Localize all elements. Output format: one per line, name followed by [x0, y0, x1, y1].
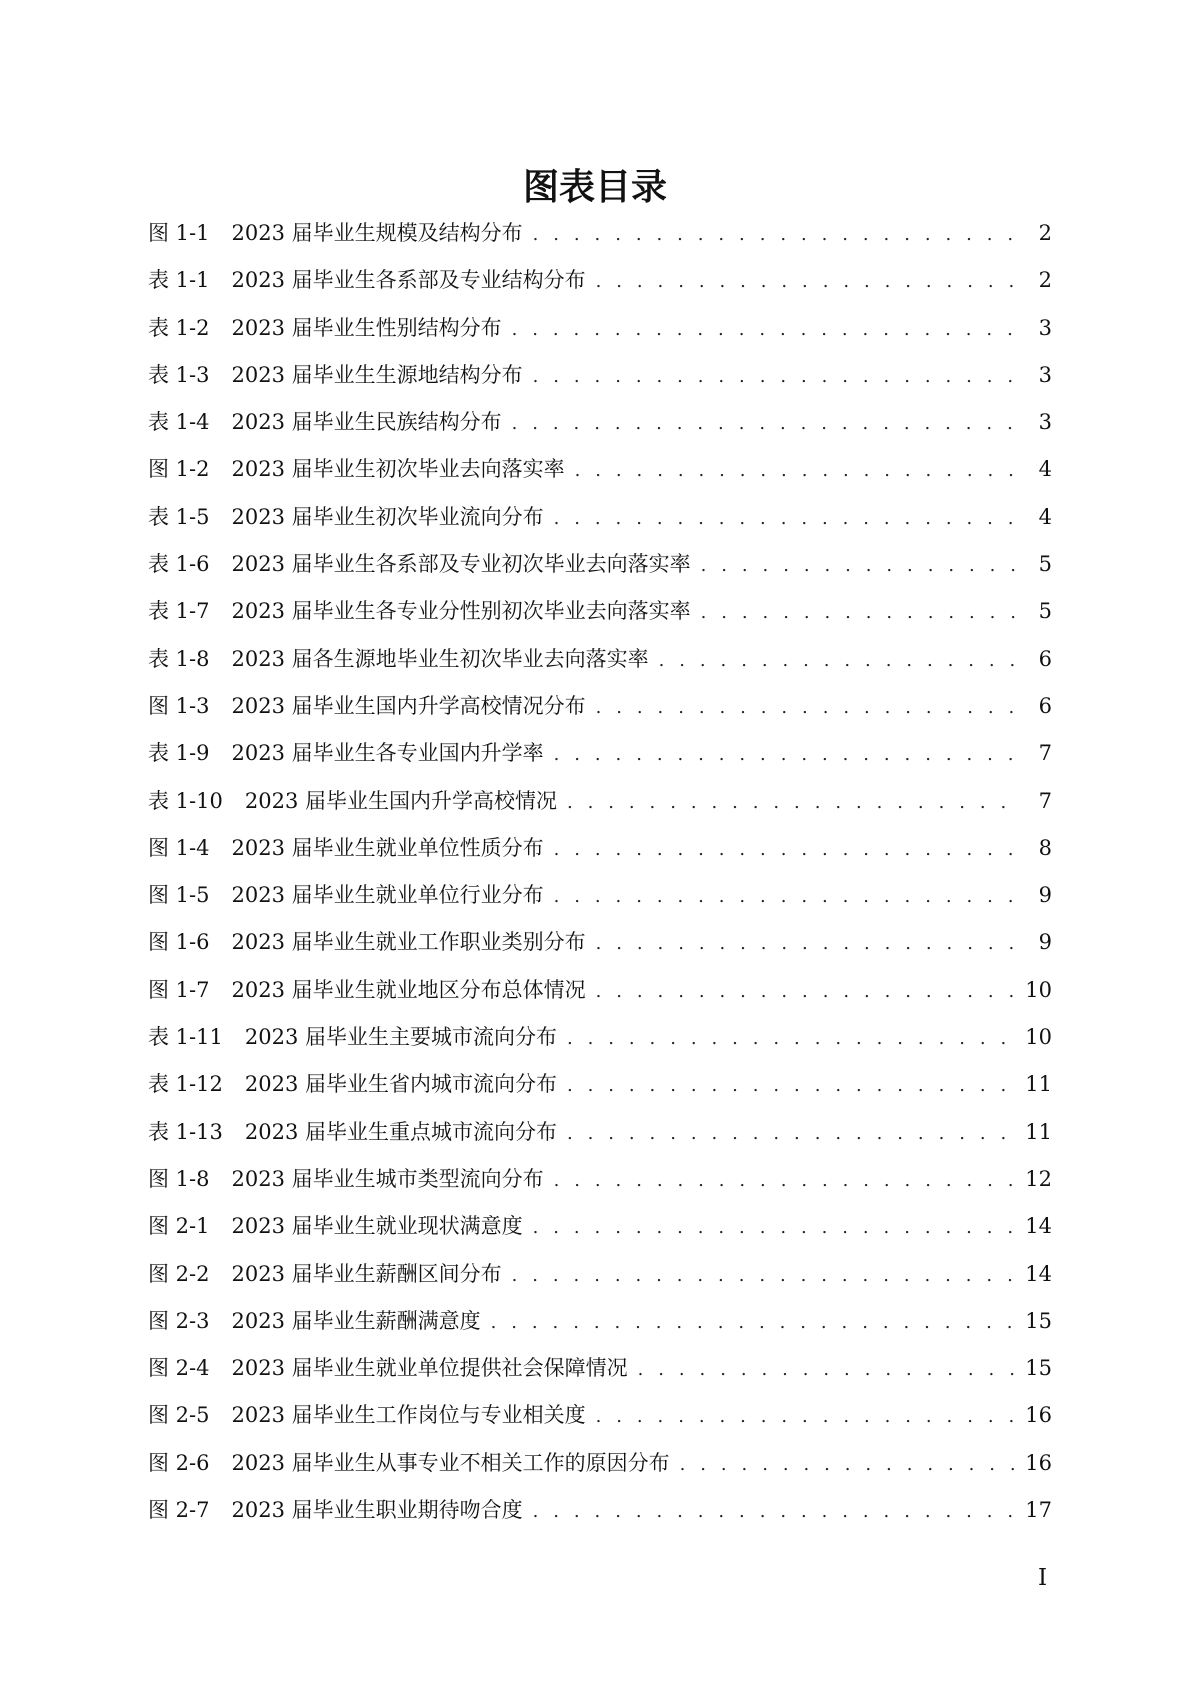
entry-page-number: 6: [1038, 693, 1052, 718]
entry-label: 表 1-11: [148, 1025, 223, 1050]
entry-page-number: 5: [1038, 552, 1052, 577]
entry-title: 2023 届毕业生重点城市流向分布: [244, 1119, 557, 1144]
entry-label: 表 1-2: [148, 315, 210, 340]
entry-page-number: 10: [1025, 1025, 1052, 1050]
entry-page-number: 14: [1025, 1214, 1052, 1239]
dot-leader: [596, 684, 1022, 731]
dot-leader: [596, 968, 1020, 1015]
entry-label: 图 2-3: [148, 1308, 210, 1333]
entry-title: 2023 届毕业生主要城市流向分布: [244, 1025, 557, 1050]
entry-title: 2023 届毕业生工作岗位与专业相关度: [231, 1403, 586, 1428]
entry-title: 2023 届毕业生就业单位性质分布: [231, 835, 544, 860]
toc-entry[interactable]: [148, 541, 1052, 588]
toc-entry[interactable]: [148, 1156, 1052, 1203]
entry-label: 图 2-6: [148, 1450, 210, 1475]
entry-title: 2023 届毕业生民族结构分布: [231, 410, 502, 435]
page-title: 图表目录: [522, 167, 667, 209]
entry-title: 2023 届毕业生从事专业不相关工作的原因分布: [231, 1450, 670, 1475]
dot-leader: [567, 1062, 1019, 1109]
entry-page-number: 7: [1038, 788, 1052, 813]
entry-label: 表 1-7: [148, 599, 210, 624]
entry-title: 2023 届毕业生生源地结构分布: [231, 362, 523, 387]
toc-entry[interactable]: [148, 1298, 1052, 1345]
entry-title: 2023 届毕业生性别结构分布: [231, 315, 502, 340]
dot-leader: [533, 353, 1022, 400]
entry-page-number: 9: [1038, 930, 1052, 955]
entry-page-number: 7: [1038, 741, 1052, 766]
toc-entry[interactable]: [148, 636, 1052, 683]
toc-entry[interactable]: [148, 778, 1052, 825]
entry-title: 2023 届毕业生省内城市流向分布: [244, 1072, 557, 1097]
dot-leader: [554, 1157, 1020, 1204]
entry-page-number: 11: [1025, 1072, 1052, 1097]
entry-label: 表 1-1: [148, 268, 210, 293]
toc-entry[interactable]: [148, 257, 1052, 304]
dot-leader: [701, 589, 1022, 636]
dot-leader: [533, 1488, 1020, 1535]
dot-leader: [567, 1110, 1019, 1157]
entry-title: 2023 届毕业生就业单位提供社会保障情况: [231, 1356, 628, 1381]
toc-entry[interactable]: [148, 1203, 1052, 1250]
entry-label: 表 1-5: [148, 504, 210, 529]
toc-entry[interactable]: [148, 494, 1052, 541]
entry-page-number: 3: [1038, 362, 1052, 387]
dot-leader: [659, 637, 1022, 684]
dot-leader: [575, 447, 1022, 494]
entry-title: 2023 届各生源地毕业生初次毕业去向落实率: [231, 646, 649, 671]
entry-title: 2023 届毕业生就业地区分布总体情况: [231, 977, 586, 1002]
entry-page-number: 4: [1038, 457, 1052, 482]
toc-entry[interactable]: [148, 919, 1052, 966]
toc-entry[interactable]: [148, 1345, 1052, 1392]
entry-label: 表 1-3: [148, 362, 210, 387]
dot-leader: [596, 1393, 1020, 1440]
toc-entry[interactable]: [148, 446, 1052, 493]
toc-entry[interactable]: [148, 1251, 1052, 1298]
entry-title: 2023 届毕业生初次毕业去向落实率: [231, 457, 565, 482]
entry-page-number: 15: [1025, 1356, 1052, 1381]
toc-entry[interactable]: [148, 1061, 1052, 1108]
toc-entry[interactable]: [148, 872, 1052, 919]
entry-label: 图 1-3: [148, 693, 210, 718]
entry-page-number: 17: [1025, 1498, 1052, 1523]
dot-leader: [491, 1299, 1020, 1346]
toc-entry[interactable]: [148, 730, 1052, 777]
entry-title: 2023 届毕业生城市类型流向分布: [231, 1166, 544, 1191]
toc-entry[interactable]: [148, 588, 1052, 635]
dot-leader: [554, 826, 1022, 873]
toc-entry[interactable]: [148, 352, 1052, 399]
dot-leader: [512, 400, 1022, 447]
entry-title: 2023 届毕业生薪酬区间分布: [231, 1261, 502, 1286]
entry-page-number: 12: [1025, 1166, 1052, 1191]
toc-entry[interactable]: [148, 683, 1052, 730]
entry-page-number: 3: [1038, 410, 1052, 435]
dot-leader: [567, 1015, 1019, 1062]
entry-label: 图 2-5: [148, 1403, 210, 1428]
dot-leader: [567, 779, 1022, 826]
entry-title: 2023 届毕业生规模及结构分布: [231, 221, 523, 245]
entry-label: 表 1-10: [148, 788, 223, 813]
entry-label: 表 1-8: [148, 646, 210, 671]
entry-title: 2023 届毕业生薪酬满意度: [231, 1308, 481, 1333]
entry-label: 表 1-13: [148, 1119, 223, 1144]
dot-leader: [554, 495, 1022, 542]
entry-title: 2023 届毕业生各专业国内升学率: [231, 741, 544, 766]
dot-leader: [554, 731, 1022, 778]
toc-entry[interactable]: [148, 1440, 1052, 1487]
entry-page-number: 16: [1025, 1450, 1052, 1475]
entry-label: 图 1-7: [148, 977, 210, 1002]
entry-label: 图 1-8: [148, 1166, 210, 1191]
toc-entry[interactable]: [148, 1487, 1052, 1534]
entry-page-number: 16: [1025, 1403, 1052, 1428]
entry-title: 2023 届毕业生职业期待吻合度: [231, 1498, 523, 1523]
entry-label: 图 1-5: [148, 883, 210, 908]
entry-label: 表 1-6: [148, 552, 210, 577]
entry-title: 2023 届毕业生各系部及专业结构分布: [231, 268, 586, 293]
entry-page-number: 5: [1038, 599, 1052, 624]
entry-label: 图 2-7: [148, 1498, 210, 1523]
dot-leader: [701, 542, 1022, 589]
entry-label: 图 2-2: [148, 1261, 210, 1286]
page-number-footer: I: [1038, 1565, 1048, 1591]
entry-title: 2023 届毕业生初次毕业流向分布: [231, 504, 544, 529]
dot-leader: [533, 1204, 1020, 1251]
dot-leader: [596, 258, 1022, 305]
entry-page-number: 6: [1038, 646, 1052, 671]
dot-leader: [680, 1441, 1020, 1488]
entry-title: 2023 届毕业生国内升学高校情况: [244, 788, 557, 813]
entry-page-number: 15: [1025, 1308, 1052, 1333]
entry-title: 2023 届毕业生就业单位行业分布: [231, 883, 544, 908]
toc-entry[interactable]: [148, 1109, 1052, 1156]
entry-title: 2023 届毕业生国内升学高校情况分布: [231, 693, 586, 718]
entry-title: 2023 届毕业生就业工作职业类别分布: [231, 930, 586, 955]
toc-entry[interactable]: [148, 825, 1052, 872]
entry-page-number: 9: [1038, 883, 1052, 908]
dot-leader: [512, 1252, 1020, 1299]
toc-entry[interactable]: [148, 1392, 1052, 1439]
entry-label: 图 2-4: [148, 1356, 210, 1381]
entry-page-number: 2: [1038, 268, 1052, 293]
entry-label: 表 1-4: [148, 410, 210, 435]
toc-entry[interactable]: [148, 967, 1052, 1014]
entry-title: 2023 届毕业生就业现状满意度: [231, 1214, 523, 1239]
entry-label: 图 1-1: [148, 221, 210, 245]
toc-entry[interactable]: [148, 399, 1052, 446]
toc-entry[interactable]: [148, 210, 1052, 257]
entry-title: 2023 届毕业生各专业分性别初次毕业去向落实率: [231, 599, 691, 624]
entry-label: 图 1-6: [148, 930, 210, 955]
entry-label: 图 1-4: [148, 835, 210, 860]
dot-leader: [512, 306, 1022, 353]
entry-page-number: 4: [1038, 504, 1052, 529]
dot-leader: [596, 920, 1022, 967]
dot-leader: [638, 1346, 1020, 1393]
entry-title: 2023 届毕业生各系部及专业初次毕业去向落实率: [231, 552, 691, 577]
toc-entry[interactable]: [148, 1014, 1052, 1061]
entry-page-number: 11: [1025, 1119, 1052, 1144]
entry-page-number: 8: [1038, 835, 1052, 860]
entry-page-number: 2: [1038, 221, 1052, 245]
entry-label: 图 2-1: [148, 1214, 210, 1239]
dot-leader: [554, 873, 1022, 920]
entry-page-number: 3: [1038, 315, 1052, 340]
toc-entry[interactable]: [148, 305, 1052, 352]
entry-page-number: 14: [1025, 1261, 1052, 1286]
entry-label: 表 1-12: [148, 1072, 223, 1097]
entry-page-number: 10: [1025, 977, 1052, 1002]
entry-label: 表 1-9: [148, 741, 210, 766]
entry-label: 图 1-2: [148, 457, 210, 482]
table-of-figures-list: [148, 210, 1052, 1534]
dot-leader: [533, 211, 1022, 258]
